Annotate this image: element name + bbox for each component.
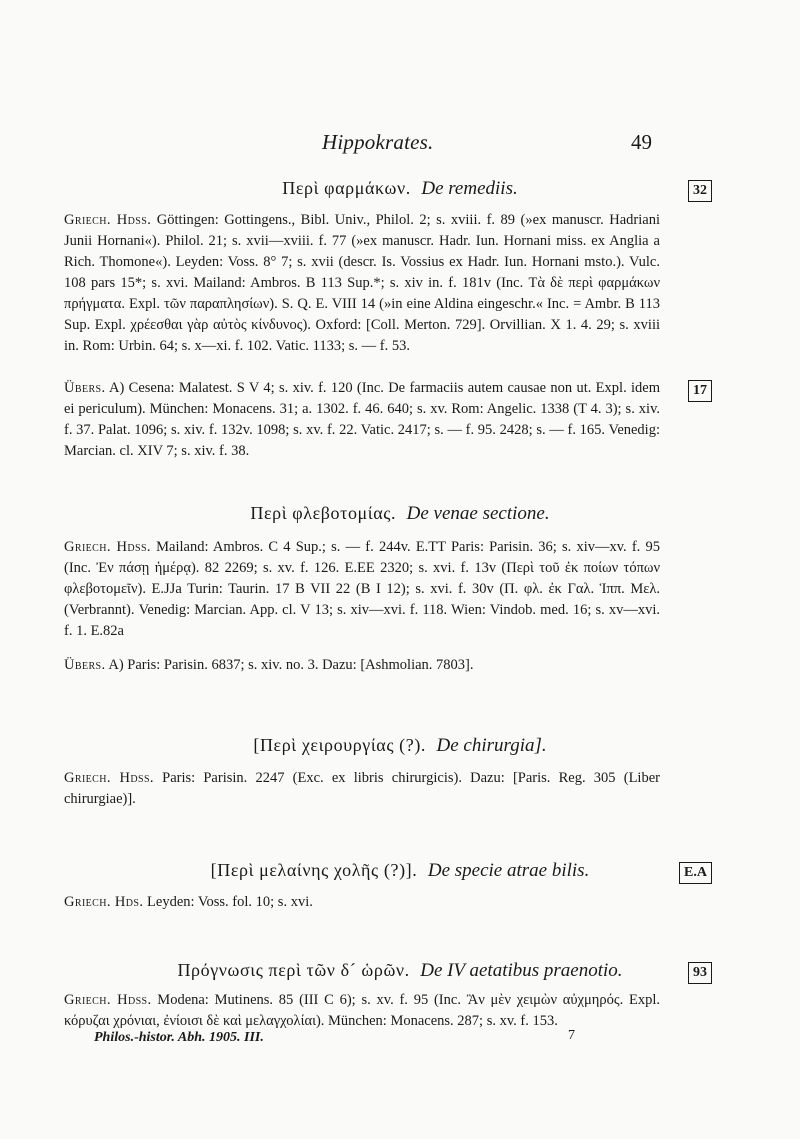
page-number: 49 <box>631 130 652 154</box>
entry-greek-manuscript <box>64 892 660 913</box>
entry-greek-manuscripts <box>64 537 660 642</box>
heading-greek: Πρόγνωσις περὶ τῶν δ´ ὡρῶν. <box>177 960 410 980</box>
sheet-signature: 7 <box>568 1028 575 1043</box>
entry-lead: Übers. <box>64 380 106 396</box>
entry-lead: Übers. <box>64 657 106 673</box>
section-heading-de-chirurgia <box>120 735 680 757</box>
heading-latin: De specie atrae bilis. <box>427 860 590 881</box>
margin-box: E.A <box>679 862 712 884</box>
entry-text: Paris: Parisin. 2247 (Exc. ex libris chirurgicis). Dazu: [Paris. Reg. 305 (Liber chirurgiae)]. <box>64 770 660 807</box>
page-header <box>300 130 652 160</box>
entry-text: Mailand: Ambros. C 4 Sup.; s. — f. 244v. E.TT Paris: Parisin. 36; s. xiv—xv. f. 95 (Inc. Ἐν πάσῃ ἡμέρᾳ). 82 2269; s. xv. f. 126. E.EE 2320; s. xvi. f. 13v (Περὶ τοῦ ἐκ ποίων τόπων φλεβοτομεῖν). E.JJa Turin: Taurin. 17 B VII 22 (B I 12); s. xvi. f. 30v (Π. φλ. ἐκ Γαλ. Ἱππ. Μελ. (Verbrannt). Venedig: Marcian. App. cl. V 13; s. xiv—xvi. f. 118. Wien: Vindob. med. 16; s. xv—xvi. f. 1. E.82a <box>64 539 660 639</box>
entry-lead: Griech. Hdss. <box>64 770 154 786</box>
heading-greek: Περὶ φλεβοτομίας. <box>250 503 397 523</box>
heading-latin: De remediis. <box>421 178 518 199</box>
margin-box: 32 <box>688 180 712 202</box>
section-heading-de-iv-aetatibus <box>120 960 680 982</box>
entry-greek-manuscripts <box>64 210 660 357</box>
entry-text: Leyden: Voss. fol. 10; s. xvi. <box>147 894 313 910</box>
entry-lead: Griech. Hdss. <box>64 992 152 1008</box>
entry-text: A) Cesena: Malatest. S V 4; s. xiv. f. 120 (Inc. De farmaciis autem causae non ut. Expl. idem ei periculum). München: Monacens. 31; a. 1302. f. 46. 640; s. xv. Rom: Angelic. 1338 (T 4. 3); s. xiv. f. 37. Palat. 1096; s. xiv. f. 132v. 1098; s. xv. f. 22. Vatic. 2417; s. — f. 95. 2428; s. — f. 165. Venedig: Marcian. cl. XIV 7; s. xiv. f. 38. <box>64 380 660 459</box>
entry-greek-manuscripts <box>64 768 660 810</box>
journal-footer: Philos.-histor. Abh. 1905. III. <box>94 1030 264 1045</box>
heading-latin: De chirurgia]. <box>436 735 547 756</box>
section-heading-de-specie-atrae-bilis <box>120 860 680 882</box>
heading-greek: Περὶ φαρμάκων. <box>282 178 411 198</box>
heading-greek: [Περὶ μελαίνης χολῆς (?)]. <box>210 860 418 880</box>
entry-lead: Griech. Hdss. <box>64 212 152 228</box>
entry-greek-manuscripts <box>64 990 660 1028</box>
entry-translations <box>64 655 660 676</box>
entry-text: A) Paris: Parisin. 6837; s. xiv. no. 3. Dazu: [Ashmolian. 7803]. <box>108 657 474 673</box>
entry-text: Göttingen: Gottingens., Bibl. Univ., Philol. 2; s. xviii. f. 89 (»ex manuscr. Hadriani Junii Hornani«). Philol. 21; s. xvii—xviii. f. 77 (»ex manuscr. Hadr. Iun. Hornani miss. ex Anglia a Rich. Thomone«). Leyden: Voss. 8° 7; s. xvii (descr. Is. Vossius ex Hadr. Iun. Hornani msto.). Vulc. 108 pars 15*; s. xvi. Mailand: Ambros. B 113 Sup.*; s. xiv in. f. 181v (Inc. Τὰ δὲ περὶ φαρμάκων πρήγματα. Expl. τῶν παραπλησίων). S. Q. E. VIII 14 (»in eine Aldina eingeschr.« Inc. = Ambr. B 113 Sup. Expl. χρέεσθαι γὰρ αὐτὸς κίνδυνος). Oxford: [Coll. Merton. 729]. Orvillian. X 1. 4. 29; s. xviii in. Rom: Urbin. 64; s. x—xi. f. 102. Vatic. 1133; s. — f. 53. <box>64 212 660 354</box>
entry-lead: Griech. Hdss. <box>64 539 151 555</box>
entry-text: Modena: Mutinens. 85 (III C 6); s. xv. f. 95 (Inc. Ἂν μὲν χειμὼν αὐχμηρός. Expl. κόρυζαι χρόνιαι, ἐνίοισι δὲ καὶ μελαγχολίαι). München: Monacens. 287; s. xv. f. 153. <box>64 992 660 1028</box>
running-title: Hippokrates. <box>322 130 434 154</box>
heading-latin: De venae sectione. <box>406 503 550 524</box>
margin-box: 17 <box>688 380 712 402</box>
entry-lead: Griech. Hds. <box>64 894 144 910</box>
margin-box: 93 <box>688 962 712 984</box>
section-heading-de-remediis <box>120 178 680 200</box>
heading-greek: [Περὶ χειρουργίας (?). <box>253 735 427 755</box>
entry-translations <box>64 378 660 462</box>
section-heading-de-venae-sectione <box>120 503 680 525</box>
heading-latin: De IV aetatibus praenotio. <box>420 960 623 981</box>
